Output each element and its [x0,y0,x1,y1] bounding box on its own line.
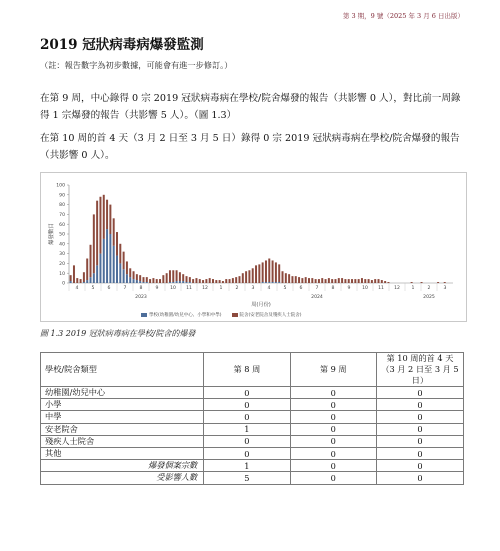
table-cell-w9: 0 [290,411,376,423]
legend-item-schools [141,312,222,318]
bar-institutions [179,272,181,281]
x-tick-label: 10 [170,286,176,291]
bar-institutions [162,275,164,283]
bar-schools [70,281,72,283]
table-summary-row [41,460,464,472]
legend-item-institutions [232,312,302,318]
bar-schools [83,282,85,283]
bar-institutions [232,278,234,283]
bar-schools [113,246,115,283]
bar-schools [142,282,144,283]
x-tick-label: 9 [155,286,159,291]
bar-institutions [371,280,373,283]
bar-institutions [99,197,101,254]
x-tick-label: 3 [251,286,255,291]
x-tick-label: 5 [91,286,95,291]
bar-schools [189,282,191,283]
bar-schools [136,280,138,283]
data-note: （註：報告數字為初步數據，可能會有進一步修訂。） [40,60,233,70]
bar-institutions [156,279,158,283]
bar-institutions [282,271,284,283]
table-cell-w10: 0 [376,423,463,435]
bar-schools [186,282,188,283]
bar-institutions [354,279,356,283]
y-tick-label: 50 [59,232,65,238]
bar-institutions [361,278,363,283]
bar-institutions [222,281,224,283]
bar-institutions [248,270,250,283]
bar-institutions [186,276,188,282]
bar-institutions [205,279,207,283]
bar-institutions [76,278,78,283]
table-cell-label: 其他 [41,447,204,459]
bar-institutions [136,274,138,280]
table-cell-w10: 0 [376,472,463,484]
bar-institutions [437,282,439,283]
table-header-week10-line2: （3 月 2 日至 3 月 5 日） [381,364,459,385]
bar-institutions [209,278,211,283]
outbreak-chart-svg [41,173,466,321]
bar-institutions [364,279,366,283]
x-tick-label: 1 [411,286,415,291]
table-cell-label: 殘疾人士院舍 [41,435,204,447]
outbreak-chart [40,172,467,322]
bar-institutions [242,273,244,283]
bar-institutions [169,270,171,282]
bar-institutions [202,280,204,283]
bar-schools [90,277,92,283]
x-tick-label: 12 [394,286,400,291]
x-tick-label: 2 [235,286,239,291]
x-tick-label: 7 [123,286,127,291]
legend-label-schools: 學校(幼稚園/幼兒中心、小學和中學) [149,313,222,318]
bar-institutions [298,277,300,283]
x-tick-label: 6 [299,286,303,291]
table-cell-w8: 1 [204,460,290,472]
table-cell-w8: 5 [204,472,290,484]
bar-institutions [106,200,108,229]
bar-institutions [358,279,360,283]
table-header-week8: 第 8 周 [204,353,290,387]
bar-schools [272,282,274,283]
bar-institutions [176,270,178,281]
bar-institutions [225,279,227,283]
table-summary-row [41,472,464,484]
bar-institutions [139,275,141,281]
x-year-label: 2025 [423,295,435,300]
bar-institutions [192,279,194,283]
paragraph-week9: 在第 9 周，中心錄得 0 宗 2019 冠狀病毒病在學校/院舍爆發的報告（共影響 0 人），對比前一周錄得 1 宗爆發的報告（共影響 5 人）。（圖 1.3） [40,93,461,121]
bar-schools [275,282,277,283]
bar-institutions [219,280,221,283]
bar-institutions [159,279,161,283]
x-tick-label: 5 [283,286,287,291]
bar-institutions [80,279,82,283]
bar-institutions [348,279,350,283]
table-cell-w10: 0 [376,435,463,447]
bar-schools [123,269,125,283]
bar-institutions [215,280,217,283]
legend-label-institutions: 院舍(安老院舍及殘疾人士院舍) [239,313,302,318]
bar-institutions [278,264,280,282]
bar-institutions [291,276,293,283]
x-tick-label: 8 [331,286,335,291]
bar-schools [103,239,105,283]
bar-institutions [331,279,333,283]
legend-swatch-institutions [232,313,238,317]
y-tick-label: 70 [59,213,65,218]
bar-institutions [262,262,264,282]
table-cell-label: 爆發個案宗數 [41,460,204,472]
y-tick-label: 60 [59,222,65,228]
bar-schools [106,229,108,283]
bar-institutions [285,273,287,283]
bar-schools [268,282,270,283]
y-tick-label: 10 [59,271,65,277]
figure-caption: 圖 1.3 2019 冠狀病毒病在學校/院舍的爆發 [40,329,196,338]
table-cell-w8: 0 [204,399,290,411]
table-cell-w10: 0 [376,411,463,423]
x-year-label: 2024 [311,295,323,300]
bar-institutions [318,279,320,283]
issue-info: 第 3 期，9 號（2025 年 3 月 6 日出版） [342,12,464,20]
x-axis-label: 周(月份) [251,302,271,308]
bar-institutions [374,279,376,283]
y-tick-label: 80 [59,203,65,209]
bar-institutions [189,277,191,282]
y-tick-label: 0 [62,281,65,287]
bar-institutions [308,278,310,283]
bar-institutions [90,245,92,277]
bar-institutions [305,277,307,283]
bar-schools [116,256,118,283]
bar-schools [172,282,174,283]
table-cell-w10: 0 [376,399,463,411]
bar-institutions [341,278,343,283]
x-tick-label: 11 [378,286,384,291]
bar-schools [96,265,98,283]
bar-institutions [444,282,446,283]
bar-institutions [172,270,174,282]
bar-institutions [387,282,389,283]
bar-schools [139,281,141,283]
y-axis-label: 爆發數目 [49,222,55,246]
table-cell-w9: 0 [290,460,376,472]
bar-institutions [351,279,353,283]
bar-institutions [301,278,303,283]
table-cell-w8: 0 [204,435,290,447]
x-tick-label: 8 [139,286,143,291]
table-row [41,387,464,399]
bar-institutions [116,232,118,256]
bar-institutions [268,259,270,283]
bar-institutions [152,278,154,283]
section-title: 2019 冠狀病毒病爆發監測 [40,37,204,53]
bar-institutions [96,201,98,266]
bar-institutions [123,252,125,270]
y-tick-label: 90 [59,193,65,199]
bar-institutions [378,279,380,283]
x-tick-label: 3 [443,286,447,291]
bar-institutions [93,214,95,273]
bar-schools [99,254,101,283]
bar-schools [129,277,131,283]
table-cell-w10: 0 [376,447,463,459]
chart-legend [141,312,302,318]
x-tick-label: 2 [427,286,431,291]
table-header-week10 [376,353,463,387]
bar-schools [262,282,264,283]
bar-institutions [295,276,297,283]
bar-institutions [235,277,237,283]
bar-schools [109,234,111,283]
table-cell-w9: 0 [290,399,376,411]
bar-institutions [166,273,168,283]
table-header-week9: 第 9 周 [290,353,376,387]
legend-swatch-schools [141,313,147,317]
bar-schools [265,282,267,283]
bar-institutions [195,278,197,283]
table-row [41,399,464,411]
x-tick-label: 11 [186,286,192,291]
table-cell-label: 受影響人數 [41,472,204,484]
bar-institutions [133,271,135,279]
bar-institutions [288,274,290,283]
bar-schools [119,263,121,283]
bar-schools [169,282,171,283]
bar-schools [179,281,181,283]
x-tick-label: 10 [362,286,368,291]
bar-institutions [86,259,88,281]
bar-institutions [238,276,240,283]
bar-institutions [328,278,330,283]
paragraph-week10: 在第 10 周的首 4 天（3 月 2 日至 3 月 5 日）錄得 0 宗 2019 冠狀病毒病在學校/院舍爆發的報告（共影響 0 人）。 [40,133,460,161]
bar-institutions [229,279,231,283]
bar-institutions [182,274,184,281]
table-cell-w9: 0 [290,423,376,435]
y-tick-label: 20 [59,262,65,267]
table-cell-w8: 0 [204,447,290,459]
table-cell-w8: 0 [204,387,290,399]
y-tick-label: 30 [59,252,65,258]
table-header-row [41,353,464,387]
bar-schools [93,273,95,283]
x-tick-label: 4 [75,286,79,291]
bar-institutions [272,260,274,282]
bar-institutions [338,278,340,283]
table-cell-w10: 0 [376,387,463,399]
table-header-type: 學校/院舍類型 [41,353,204,387]
bar-institutions [384,281,386,283]
bar-schools [146,282,148,283]
bar-schools [133,279,135,283]
bar-institutions [142,277,144,282]
x-tick-label: 4 [267,286,271,291]
table-cell-w9: 0 [290,472,376,484]
bar-institutions [381,280,383,283]
table-cell-label: 幼稚園/幼兒中心 [41,387,204,399]
bar-institutions [275,262,277,282]
table-row [41,411,464,423]
table-cell-w10: 0 [376,460,463,472]
bar-schools [182,281,184,283]
x-tick-label: 6 [107,286,111,291]
bar-institutions [103,195,105,239]
bar-institutions [129,268,131,277]
table-cell-w9: 0 [290,435,376,447]
x-tick-label: 1 [219,286,223,291]
table-cell-label: 中學 [41,411,204,423]
table-cell-label: 安老院舍 [41,423,204,435]
table-cell-w8: 1 [204,423,290,435]
bar-institutions [334,279,336,283]
bar-institutions [199,279,201,283]
bar-institutions [70,275,72,281]
x-year-label: 2023 [135,295,147,300]
bar-institutions [321,278,323,283]
table-row [41,435,464,447]
table-cell-w8: 0 [204,411,290,423]
bar-institutions [73,265,75,283]
bar-institutions [311,278,313,283]
bar-institutions [109,205,111,234]
bar-institutions [245,271,247,283]
bar-institutions [411,282,413,283]
bar-institutions [315,279,317,283]
bar-institutions [325,279,327,283]
bar-institutions [258,264,260,283]
table-cell-w9: 0 [290,387,376,399]
bar-institutions [83,272,85,282]
table-row [41,423,464,435]
bar-institutions [113,218,115,245]
bar-institutions [368,279,370,283]
bar-institutions [149,279,151,283]
y-tick-label: 100 [56,183,65,189]
bar-institutions [344,279,346,283]
table-cell-w9: 0 [290,447,376,459]
x-tick-label: 12 [202,286,208,291]
bar-schools [86,280,88,283]
bar-institutions [119,244,121,264]
bar-institutions [146,277,148,282]
bar-schools [176,281,178,283]
bar-institutions [255,265,257,283]
bar-schools [278,282,280,283]
table-row [41,447,464,459]
x-tick-label: 9 [347,286,351,291]
table-header-week10-line1: 第 10 周的首 4 天 [386,353,454,363]
bar-institutions [265,260,267,282]
bar-institutions [126,261,128,274]
x-tick-label: 7 [315,286,319,291]
bar-institutions [212,279,214,283]
y-tick-label: 40 [59,242,65,248]
table-cell-label: 小學 [41,399,204,411]
outbreak-table [40,352,464,485]
bar-schools [126,274,128,283]
table-body [41,387,464,485]
bar-institutions [252,268,254,283]
bar-institutions [421,282,423,283]
